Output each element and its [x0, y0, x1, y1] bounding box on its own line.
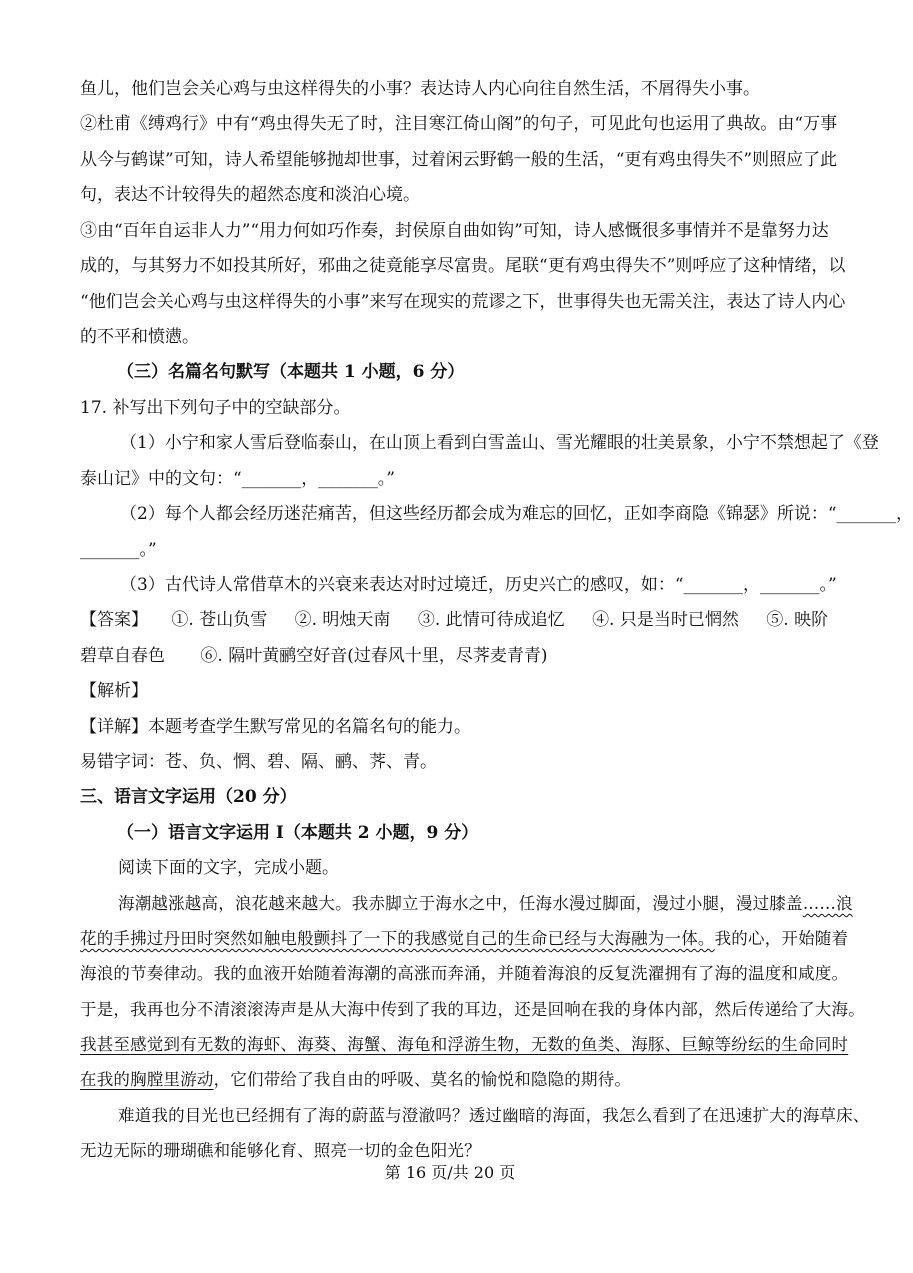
passage-line	[80, 928, 849, 950]
answer-label: 【答案】	[80, 610, 148, 630]
analysis-line: “他们岂会关心鸡与虫这样得失的小事”来写在现实的荒谬之下，世事得失也无需关注，表达了诗人内心	[80, 292, 846, 312]
answer-item: ⑥. 隔叶黄鹂空好音(过春风十里，尽荠麦青青)	[200, 646, 548, 666]
passage-text: 我的心，开始随着	[714, 929, 849, 948]
answer-item: ⑤. 映阶	[766, 610, 829, 630]
underlined-text: 在我的胸膛里游动	[80, 1070, 214, 1089]
passage-line	[118, 893, 853, 915]
passage-line: 难道我的目光也已经拥有了海的蔚蓝与澄澈吗？透过幽暗的海面，我怎么看到了在迅速扩大的海草床、	[118, 1106, 870, 1125]
question-item: （2）每个人都会经历迷茫痛苦，但这些经历都会成为难忘的回忆，正如李商隐《锦瑟》所说：“_______，	[120, 504, 913, 524]
analysis-line: 成的，与其努力不如投其所好，邪曲之徒竟能享尽富贵。尾联“更有鸡虫得失不”则呼应了这种情绪，以	[80, 256, 846, 276]
analysis-line: ②杜甫《缚鸡行》中有“鸡虫得失无了时，注目寒江倚山阁”的句子，可见此句也运用了典故。由“万事	[80, 114, 838, 134]
analysis-line: 句，表达不计较得失的超然态度和淡泊心境。	[80, 185, 420, 205]
answer-item: ②. 明烛天南	[294, 610, 391, 630]
passage-line: 无边无际的珊瑚礁和能够化育、照亮一切的金色阳光？	[80, 1141, 481, 1160]
question-item: （1）小宁和家人雪后登临泰山，在山顶上看到白雪盖山、雪光耀眼的壮美景象，小宁不禁想起了《登	[120, 433, 879, 453]
analysis-line: 鱼儿，他们岂会关心鸡与虫这样得失的小事？表达诗人内心向往自然生活，不屑得失小事。	[80, 79, 760, 99]
instruction-line: 阅读下面的文字，完成小题。	[118, 858, 339, 878]
passage-text: ，它们带给了我自由的呼吸、莫名的愉悦和隐隐的期待。	[213, 1070, 632, 1089]
question-item: _______。”	[80, 540, 157, 560]
answer-line	[80, 645, 825, 667]
passage-line: 海浪的节奏律动。我的血液开始随着海潮的高涨而奔涌，并随着海浪的反复洗濯拥有了海的温度和咸度。	[80, 964, 849, 983]
analysis-line: 的不平和愤懑。	[80, 327, 199, 347]
detail-line: 【详解】本题考查学生默写常见的名篇名句的能力。	[80, 717, 471, 737]
analysis-line: ③由“百年自运非人力”“用力何如巧作奏，封侯原自曲如钩”可知，诗人感慨很多事情并不是靠努力达	[80, 221, 829, 241]
answer-line	[80, 609, 829, 631]
passage-line: 于是，我再也分不清滚滚涛声是从大海中传到了我的耳边，还是回响在我的身体内部，然后传递给了大海。	[80, 1000, 865, 1019]
part-heading: 三、语言文字运用（20 分）	[80, 787, 297, 807]
section-heading: （一）语言文字运用 I（本题共 2 小题，9 分）	[117, 823, 479, 843]
answer-item: 碧草自春色	[80, 646, 165, 666]
analysis-line: 从今与鹤谋”可知，诗人希望能够抛却世事，过着闲云野鹤一般的生活，“更有鸡虫得失不”则照应了此	[80, 150, 838, 170]
analysis-label: 【解析】	[80, 681, 148, 701]
passage-text: 海潮越涨越高，浪花越来越大。我赤脚立于海水之中，任海水漫过脚面，漫过小腿，漫过膝盖	[118, 894, 803, 913]
error-words-line: 易错字词：苍、负、惘、碧、隔、鹂、荠、青。	[80, 752, 437, 772]
passage-line	[80, 1069, 825, 1091]
question-stem: 17. 补写出下列句子中的空缺部分。	[80, 398, 351, 418]
answer-item: ①. 苍山负雪	[171, 610, 268, 630]
answer-item: ④. 只是当时已惘然	[592, 610, 739, 630]
underlined-text: 我甚至感觉到有无数的海虾、海葵、海蟹、海龟和浮游生物，无数的鱼类、海豚、巨鲸等纷纭的生命同时	[80, 1035, 849, 1054]
passage-line	[80, 1034, 849, 1056]
wavy-underlined-text: 花的手拂过丹田时突然如触电般颤抖了一下的我感觉自己的生命已经与大海融为一体。	[80, 929, 715, 948]
section-heading: （三）名篇名句默写（本题共 1 小题，6 分）	[117, 362, 465, 382]
wavy-underlined-text: ……浪	[802, 894, 853, 913]
answer-item: ③. 此情可待成追忆	[417, 610, 565, 630]
question-item: （3）古代诗人常借草木的兴衰来表达对时过境迁，历史兴亡的感叹，如：“_______，_______。”	[120, 575, 837, 595]
question-item: 泰山记》中的文句：“_______，_______。”	[80, 469, 395, 489]
page-footer: 第 16 页/共 20 页	[384, 1163, 516, 1182]
